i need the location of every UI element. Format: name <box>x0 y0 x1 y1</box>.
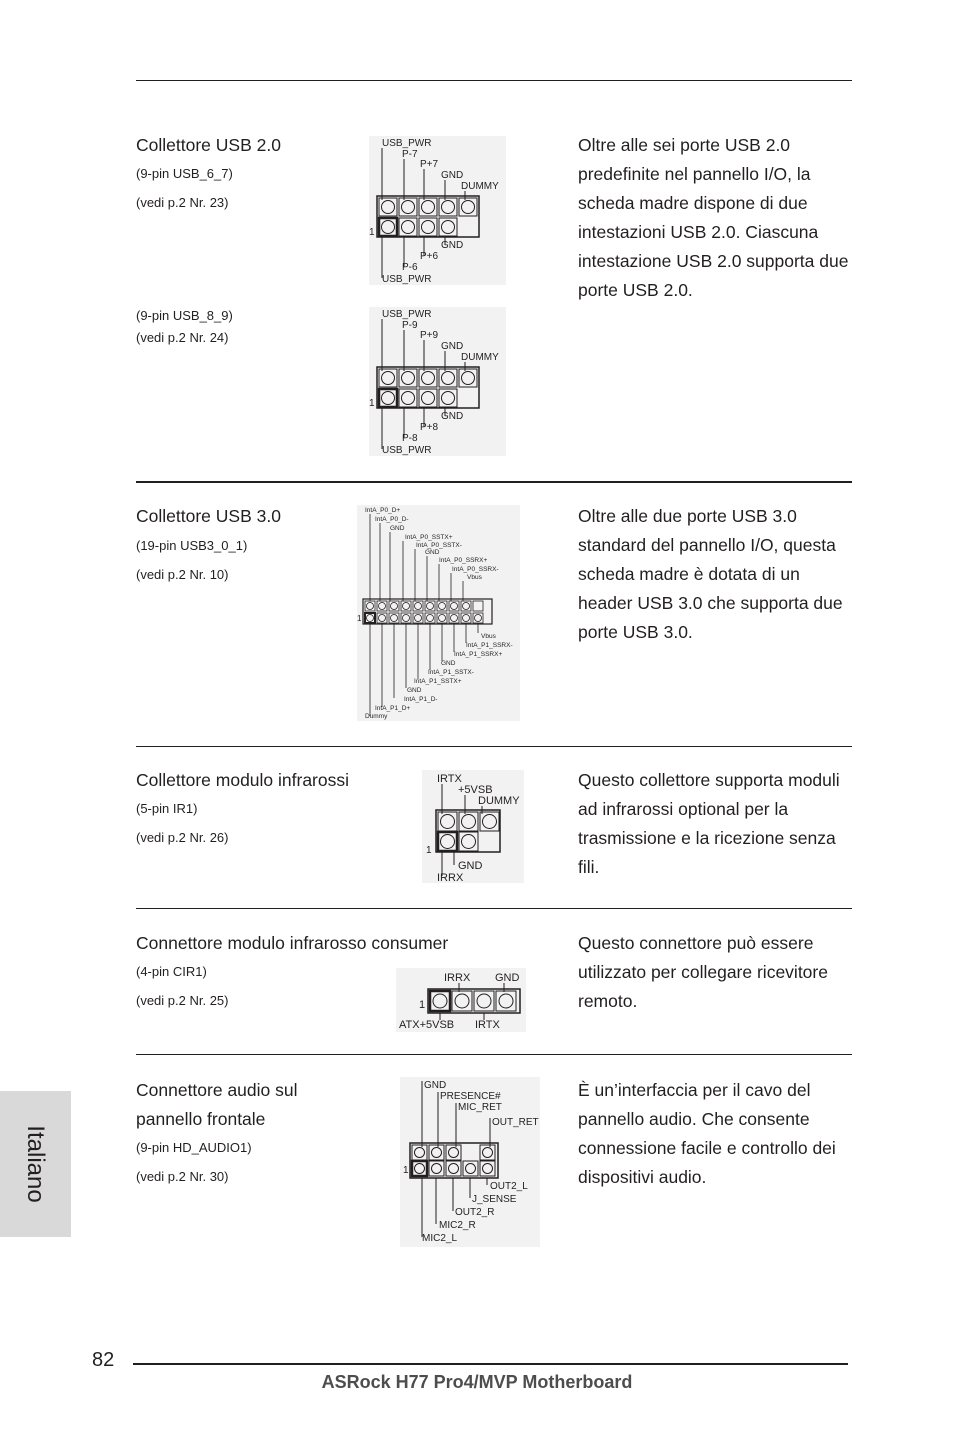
usb3-bottom-label-6: IntA_P1_SSTX+ <box>414 678 462 685</box>
audio-ref: (vedi p.2 Nr. 30) <box>136 1169 229 1184</box>
cir-title: Connettore modulo infrarosso consumer <box>136 933 449 953</box>
audio-label-mic2-l: MIC2_L <box>422 1233 458 1244</box>
usb3-bottom-label-5: IntA_P1_SSTX- <box>428 669 474 676</box>
usb3-pins: (19-pin USB3_0_1) <box>136 538 248 553</box>
usb67-header-diagram <box>369 136 506 285</box>
ir-label-irrx: IRRX <box>437 872 464 883</box>
audio-label-out2-l: OUT2_L <box>490 1181 528 1192</box>
ir-label-5vsb: +5VSB <box>458 784 493 796</box>
ir-description: Questo collettore supporta moduli ad infrarossi optional per la trasmissione e la ricezione senza fili. <box>578 770 840 877</box>
usb89-label-gnd-bottom: GND <box>441 411 464 422</box>
section-divider-4 <box>136 1054 852 1055</box>
audio-pins: (9-pin HD_AUDIO1) <box>136 1140 252 1155</box>
ir-pin1: 1 <box>426 845 432 856</box>
usb2-description: Oltre alle sei porte USB 2.0 predefinite nel pannello I/O, la scheda madre dispone di due intestazioni USB 2.0. Ciascuna intestazione USB 2.0 supporta due porte USB 2.0. <box>578 135 849 300</box>
usb67-label-p+6: P+6 <box>420 251 439 262</box>
usb89-label-p+8: P+8 <box>420 422 439 433</box>
usb3-top-label-4: IntA_P0_SSTX+ <box>405 534 453 541</box>
usb2-pins-6-7: (9-pin USB_6_7) <box>136 166 233 181</box>
usb3-header-diagram <box>357 505 520 721</box>
usb3-bottom-label-8: IntA_P1_D- <box>404 696 438 703</box>
ir-label-irtx: IRTX <box>437 773 462 785</box>
usb67-label-p-6: P-6 <box>402 262 418 273</box>
cir-label-irrx: IRRX <box>444 972 471 984</box>
audio-label-out-ret: OUT_RET <box>492 1117 539 1128</box>
audio-label-gnd: GND <box>424 1080 447 1091</box>
top-rule <box>136 80 852 81</box>
usb3-pin1: 1 <box>357 614 362 623</box>
usb3-top-label-2: IntA_P0_D- <box>375 516 409 523</box>
ir-label-gnd: GND <box>458 860 483 872</box>
audio-description: È un’interfaccia per il cavo del pannello audio. Che consente connessione facile e controllo dei dispositivi audio. <box>578 1080 836 1187</box>
usb67-label-gnd-bottom: GND <box>441 240 464 251</box>
ir-ref: (vedi p.2 Nr. 26) <box>136 830 229 845</box>
usb89-pin1: 1 <box>369 398 375 409</box>
usb67-label-gnd: GND <box>441 170 464 181</box>
footer-title: ASRock H77 Pro4/MVP Motherboard <box>321 1372 633 1392</box>
usb3-top-label-7: IntA_P0_SSRX+ <box>439 557 488 564</box>
language-side-tab <box>0 1091 71 1237</box>
usb3-top-label-9: Vbus <box>467 574 482 581</box>
cir-label-irtx: IRTX <box>475 1019 500 1031</box>
audio-pin1: 1 <box>403 1165 409 1176</box>
usb89-header-diagram <box>369 307 506 456</box>
usb3-bottom-label-4: GND <box>441 660 456 667</box>
usb89-label-p+9: P+9 <box>420 330 439 341</box>
cir-description: Questo connettore può essere utilizzato per collegare ricevitore remoto. <box>578 933 828 1011</box>
section-divider-2 <box>136 746 852 747</box>
section-divider-3 <box>136 908 852 909</box>
usb2-title: Collettore USB 2.0 <box>136 135 281 155</box>
usb89-label-usb-pwr-bottom: USB_PWR <box>382 445 432 456</box>
usb89-label-dummy: DUMMY <box>461 352 499 363</box>
usb3-top-label-6: GND <box>425 549 440 556</box>
usb3-top-label-1: IntA_P0_D+ <box>365 507 401 514</box>
usb67-pin1: 1 <box>369 227 375 238</box>
cir-label-atx5vsb: ATX+5VSB <box>399 1019 455 1031</box>
usb3-bottom-label-1: Vbus <box>481 633 496 640</box>
usb67-label-p-7: P-7 <box>402 149 418 160</box>
audio-title: Connettore audio sul pannello frontale <box>136 1080 298 1129</box>
language-side-tab-label: Italiano <box>22 1125 49 1203</box>
usb67-label-usb-pwr: USB_PWR <box>382 138 432 149</box>
usb3-top-label-3: GND <box>390 525 405 532</box>
audio-label-mic-ret: MIC_RET <box>458 1102 502 1113</box>
cir-ref: (vedi p.2 Nr. 25) <box>136 993 229 1008</box>
usb3-bottom-label-2: IntA_P1_SSRX- <box>466 642 513 649</box>
ir-label-dummy: DUMMY <box>478 795 520 807</box>
audio-label-presence: PRESENCE# <box>440 1091 501 1102</box>
usb2-pins-8-9: (9-pin USB_8_9) <box>136 308 233 323</box>
cir-pins: (4-pin CIR1) <box>136 964 207 979</box>
cir-pin1: 1 <box>419 999 426 1011</box>
usb3-bottom-label-3: IntA_P1_SSRX+ <box>454 651 503 658</box>
usb3-bottom-label-7: GND <box>407 687 422 694</box>
cir-header-diagram <box>396 968 526 1032</box>
usb3-top-label-5: IntA_P0_SSTX- <box>416 542 462 549</box>
cir-label-gnd: GND <box>495 972 520 984</box>
usb67-label-usb-pwr-bottom: USB_PWR <box>382 274 432 285</box>
usb3-bottom-label-9: IntA_P1_D+ <box>375 705 411 712</box>
ir-pins: (5-pin IR1) <box>136 801 198 816</box>
audio-label-j-sense: J_SENSE <box>472 1194 517 1205</box>
usb2-ref-23: (vedi p.2 Nr. 23) <box>136 195 229 210</box>
section-divider-1 <box>136 481 852 483</box>
usb3-top-label-8: IntA_P0_SSRX- <box>452 566 499 573</box>
usb89-label-gnd: GND <box>441 341 464 352</box>
usb89-label-p-9: P-9 <box>402 320 418 331</box>
usb67-label-p+7: P+7 <box>420 159 439 170</box>
ir-header-diagram <box>422 770 524 883</box>
usb89-label-usb-pwr: USB_PWR <box>382 309 432 320</box>
usb3-ref: (vedi p.2 Nr. 10) <box>136 567 229 582</box>
page-number: 82 <box>92 1349 115 1371</box>
usb2-ref-24: (vedi p.2 Nr. 24) <box>136 330 229 345</box>
usb67-label-dummy: DUMMY <box>461 181 499 192</box>
audio-label-mic2-r: MIC2_R <box>439 1220 476 1231</box>
audio-header-diagram <box>400 1077 540 1247</box>
audio-label-out2-r: OUT2_R <box>455 1207 495 1218</box>
usb89-label-p-8: P-8 <box>402 433 418 444</box>
usb3-title: Collettore USB 3.0 <box>136 506 281 526</box>
ir-title: Collettore modulo infrarossi <box>136 770 350 790</box>
usb3-bottom-label-10: Dummy <box>365 713 388 720</box>
footer-rule <box>133 1363 848 1365</box>
usb3-description: Oltre alle due porte USB 3.0 standard del pannello I/O, questa scheda madre è dotata di un header USB 3.0 che supporta due porte USB 3.0. <box>578 506 843 642</box>
